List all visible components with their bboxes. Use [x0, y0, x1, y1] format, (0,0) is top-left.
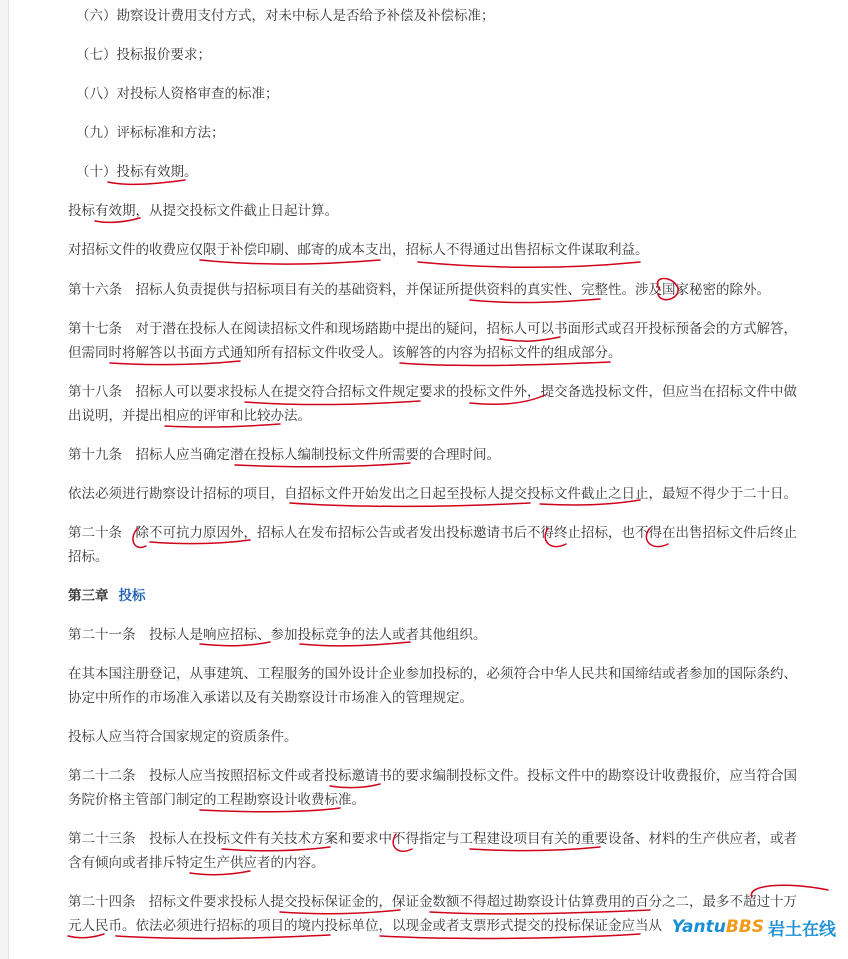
- paragraph: （九）评标标准和方法；: [76, 125, 225, 141]
- paragraph: 投标有效期，从提交投标文件截止日起计算。: [68, 203, 338, 219]
- article-22: 第二十二条 投标人应当按照招标文件或者投标邀请书的要求编制投标文件。投标文件中的勘察设计收费报价，应当符合国: [68, 768, 797, 784]
- paragraph: 对招标文件的收费应仅限于补偿印刷、邮寄的成本支出，招标人不得通过出售招标文件谋取利益。: [68, 242, 649, 258]
- article-18: 第十八条 招标人可以要求投标人在提交符合招标文件规定要求的投标文件外，提交备选投标文件，但应当在招标文件中做: [68, 384, 797, 400]
- article-20: 第二十条 除不可抗力原因外，招标人在发布招标公告或者发出投标邀请书后不得终止招标，也不得在出售招标文件后终止: [68, 525, 797, 541]
- paragraph: （七）投标报价要求；: [76, 47, 211, 63]
- article-18-cont: 出说明，并提出相应的评审和比较办法。: [68, 408, 311, 424]
- watermark-brand-b: BBS: [725, 917, 764, 937]
- paragraph: （八）对投标人资格审查的标准；: [76, 86, 279, 102]
- paragraph-cont: 协定中所作的市场准入承诺以及有关勘察设计市场准入的管理规定。: [68, 690, 473, 706]
- paragraph: （十）投标有效期。: [76, 164, 198, 180]
- watermark-logo: [668, 912, 840, 942]
- watermark-brand-a: Yantu: [671, 917, 726, 937]
- article-20-cont: 招标。: [68, 549, 109, 565]
- article-19: 第十九条 招标人应当确定潜在投标人编制投标文件所需要的合理时间。: [68, 447, 500, 463]
- article-17-cont: 但需同时将解答以书面方式通知所有招标文件收受人。该解答的内容为招标文件的组成部分。: [68, 345, 622, 361]
- paragraph: 在其本国注册登记，从事建筑、工程服务的国外设计企业参加投标的，必须符合中华人民共和国缔结或者参加的国际条约、: [68, 666, 797, 682]
- article-17: 第十七条 对于潜在投标人在阅读招标文件和现场踏勘中提出的疑问，招标人可以书面形式或召开投标预备会的方式解答，: [68, 321, 797, 337]
- paragraph: 依法必须进行勘察设计招标的项目，自招标文件开始发出之日起至投标人提交投标文件截止之日止，最短不得少于二十日。: [68, 486, 797, 502]
- paragraph: 投标人应当符合国家规定的资质条件。: [68, 729, 298, 745]
- chapter-title: 投标: [118, 588, 146, 604]
- article-21: 第二十一条 投标人是响应招标、参加投标竞争的法人或者其他组织。: [68, 627, 487, 643]
- chapter-heading: [0, 586, 848, 606]
- article-23: 第二十三条 投标人在投标文件有关技术方案和要求中不得指定与工程建设项目有关的重要设备、材料的生产供应者，或者: [68, 831, 797, 847]
- article-22-cont: 务院价格主管部门制定的工程勘察设计收费标准。: [68, 792, 365, 808]
- article-24-cont: 元人民币。依法必须进行招标的项目的境内投标单位，以现金或者支票形式提交的投标保证金应当从: [68, 918, 662, 934]
- article-24: 第二十四条 招标文件要求投标人提交投标保证金的，保证金数额不得超过勘察设计估算费用的百分之二，最多不超过十万: [68, 894, 797, 910]
- article-23-cont: 含有倾向或者排斥特定生产供应者的内容。: [68, 855, 325, 871]
- paragraph: （六）勘察设计费用支付方式，对未中标人是否给予补偿及补偿标准；: [76, 8, 495, 24]
- chapter-number: 第三章: [68, 588, 109, 604]
- article-16: 第十六条 招标人负责提供与招标项目有关的基础资料，并保证所提供资料的真实性、完整性。涉及国家秘密的除外。: [68, 282, 770, 298]
- watermark-brand-cn: 岩土在线: [768, 919, 836, 940]
